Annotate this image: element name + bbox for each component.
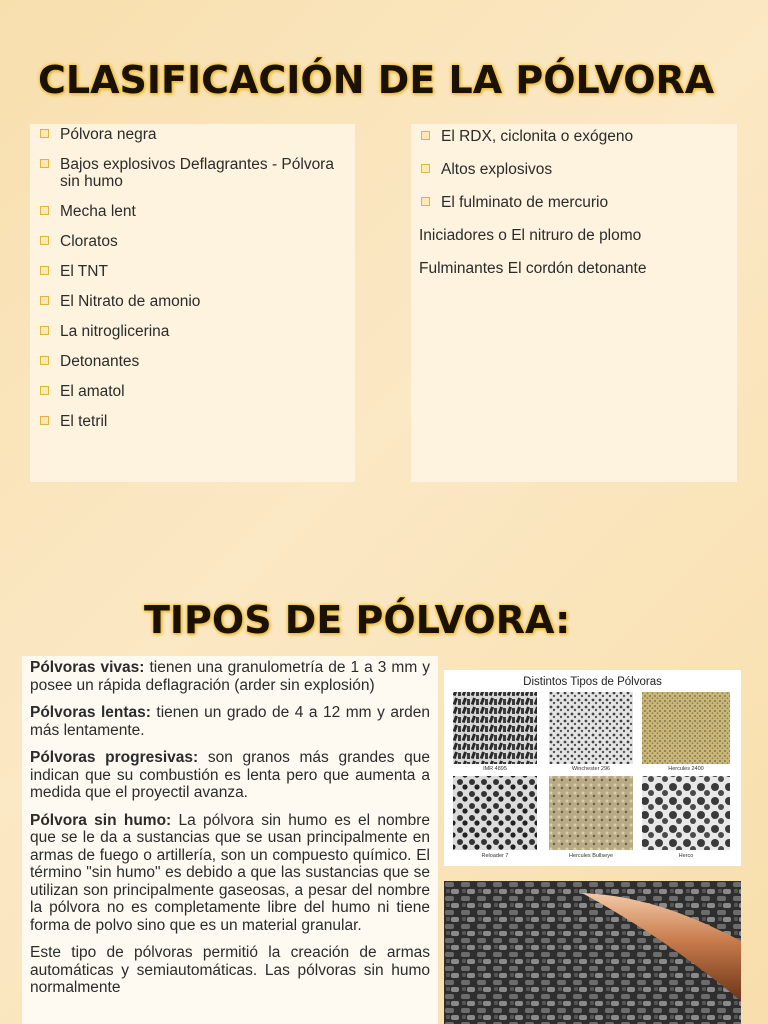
caption-4: Reloader 7 — [481, 853, 509, 859]
bullet-square-icon — [421, 164, 430, 173]
list-item — [38, 233, 347, 250]
bullet-square-icon — [421, 197, 430, 206]
list-item-label: El Nitrato de amonio — [60, 293, 201, 310]
gunpowder-grains-image — [444, 881, 741, 1024]
list-item-label: El tetril — [60, 413, 108, 430]
list-item — [38, 383, 347, 400]
sample-reloader-7 — [453, 776, 537, 850]
type-description: tienen un grado de 4 a 12 mm y arden más lentamente. — [30, 704, 430, 739]
type-term: Pólvoras vivas: — [30, 659, 145, 676]
bullet-square-icon — [421, 131, 430, 140]
right-list-panel — [411, 124, 737, 482]
caption-6: Herco — [678, 853, 694, 859]
type-term: Pólvora sin humo: — [30, 811, 172, 829]
list-item — [419, 161, 729, 178]
list-item — [38, 126, 347, 143]
bullet-square-icon — [40, 129, 49, 138]
sample-hercules-2400 — [642, 692, 730, 764]
type-paragraph — [30, 704, 430, 739]
list-item-label: Detonantes — [60, 353, 140, 370]
list-item-label: El TNT — [60, 263, 108, 280]
bullet-square-icon — [40, 296, 49, 305]
bullet-square-icon — [40, 206, 49, 215]
list-item-label: La nitroglicerina — [60, 323, 170, 340]
type-description: son granos más grandes que indican que su combustión es lenta pero que aumenta a medida que el proyectil avanza. — [30, 749, 430, 801]
type-paragraph — [30, 944, 430, 997]
list-item-label: El fulminato de mercurio — [441, 194, 609, 211]
list-item-label: Pólvora negra — [60, 126, 157, 143]
powder-types-figure — [444, 670, 741, 866]
list-item — [419, 128, 729, 145]
bullet-square-icon — [40, 159, 49, 168]
type-paragraph — [30, 812, 430, 935]
list-item-label: El RDX, ciclonita o exógeno — [441, 128, 634, 145]
list-item — [38, 293, 347, 310]
plain-line-iniciadores: Iniciadores o El nitruro de plomo — [419, 227, 642, 244]
bullet-square-icon — [40, 266, 49, 275]
caption-5: Hercules Bullseye — [568, 853, 614, 859]
sample-winchester-296 — [549, 692, 633, 764]
list-item — [38, 156, 347, 190]
sample-herco — [642, 776, 730, 850]
sample-hercules-bullseye — [549, 776, 633, 850]
bullet-square-icon — [40, 416, 49, 425]
type-term: Pólvoras lentas: — [30, 704, 151, 721]
type-description: Este tipo de pólvoras permitió la creación de armas automáticas y semiautomáticas. Las pólvoras sin humo normalmente — [30, 944, 430, 996]
list-item-label: El amatol — [60, 383, 125, 400]
figure-title: Distintos Tipos de Pólvoras — [523, 676, 662, 688]
list-item-label: Mecha lent — [60, 203, 136, 220]
list-item — [38, 323, 347, 340]
slide-title-clasificacion: CLASIFICACIÓN DE LA PÓLVORA — [38, 58, 715, 102]
bullet-square-icon — [40, 326, 49, 335]
bullet-square-icon — [40, 386, 49, 395]
bullet-gunpowder-photo — [444, 881, 741, 1024]
slide-title-tipos: TIPOS DE PÓLVORA: — [144, 598, 571, 642]
list-item — [38, 263, 347, 280]
plain-line-fulminantes: Fulminantes El cordón detonante — [419, 260, 647, 277]
list-item-label: Cloratos — [60, 233, 118, 250]
type-term: Pólvoras progresivas: — [30, 749, 199, 766]
type-description: tienen una granulometría de 1 a 3 mm y posee un rápida deflagración (arder sin explosión) — [30, 659, 430, 694]
list-item — [38, 413, 347, 430]
bullet-square-icon — [40, 356, 49, 365]
list-item — [38, 203, 347, 220]
left-list-panel — [30, 124, 355, 482]
caption-2: Winchester 296 — [571, 766, 611, 772]
type-paragraph — [30, 749, 430, 802]
type-paragraph — [30, 659, 430, 694]
list-item — [419, 194, 729, 211]
left-bullet-list — [38, 126, 347, 430]
list-item-label: Altos explosivos — [441, 161, 553, 178]
list-item-label: Bajos explosivos Deflagrantes - Pólvora sin humo — [60, 156, 334, 190]
list-item — [38, 353, 347, 370]
sample-imr-4895 — [453, 692, 537, 764]
caption-3: Hercules 2400 — [668, 766, 704, 772]
type-description: La pólvora sin humo es el nombre que se le da a sustancias que se usan principalmente en armas de fuego o artillería, son un compuesto químico. El término "sin humo" es debido a que las sustancias que se utilizan son principalmente gaseosas, a pesar del nombre la pólvora no es completamente libre del humo ni tiene forma de polvo sino que es un material granular. — [30, 811, 430, 934]
types-description-box — [22, 656, 438, 1024]
caption-1: IMR 4895 — [483, 766, 507, 772]
bullet-square-icon — [40, 236, 49, 245]
right-bullet-list — [419, 128, 729, 211]
